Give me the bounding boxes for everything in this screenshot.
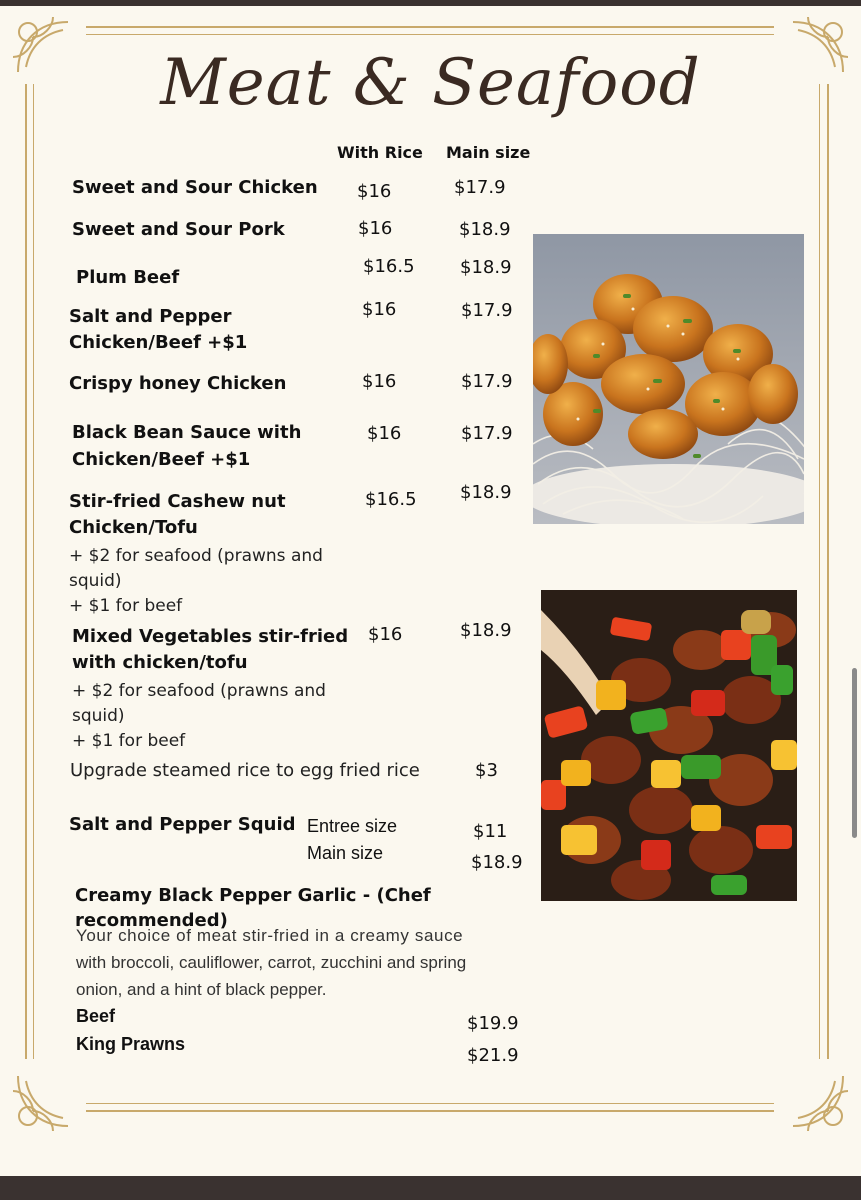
item-name: Crispy honey Chicken [69, 373, 287, 394]
scrollbar-thumb[interactable] [852, 668, 857, 838]
frame-right-inner [819, 84, 820, 1059]
creamy-title-line1: Creamy Black Pepper Garlic - (Chef [75, 885, 431, 906]
item-rice-price: $16 [357, 181, 392, 202]
item-note: + $2 for seafood (prawns and [69, 546, 323, 566]
frame-left-outer [25, 84, 27, 1059]
item-main-price: $17.9 [461, 423, 513, 444]
header-with-rice: With Rice [337, 143, 423, 162]
sweet-sour-pork-photo [541, 590, 797, 901]
frame-right-outer [827, 84, 829, 1059]
frame-top-inner [86, 34, 774, 35]
item-name-line2: Chicken/Tofu [69, 517, 198, 538]
item-main-price: $18.9 [460, 620, 512, 641]
frame-bottom-inner [86, 1103, 774, 1104]
squid-entree-price: $11 [473, 821, 508, 842]
item-note: + $2 for seafood (prawns and [72, 681, 326, 701]
item-rice-price: $16 [358, 218, 393, 239]
item-note: squid) [72, 706, 125, 726]
item-main-price: $17.9 [454, 177, 506, 198]
item-name-line2: Chicken/Beef +$1 [69, 332, 248, 353]
item-name: Sweet and Sour Chicken [72, 177, 318, 198]
creamy-description-line1: Your choice of meat stir-fried in a creamy sauce [76, 926, 464, 945]
item-name-line2: Chicken/Beef +$1 [72, 449, 251, 470]
creamy-option-price: $19.9 [467, 1013, 519, 1034]
item-rice-price: $16 [362, 299, 397, 320]
item-note: + $1 for beef [72, 731, 186, 751]
item-main-price: $18.9 [460, 257, 512, 278]
creamy-description-line3: onion, and a hint of black pepper. [76, 980, 327, 999]
item-main-price: $17.9 [461, 371, 513, 392]
creamy-description-line2: with broccoli, cauliflower, carrot, zucchini and spring [76, 953, 467, 972]
item-rice-price: $16.5 [363, 256, 415, 277]
upgrade-text: Upgrade steamed rice to egg fried rice [70, 760, 420, 781]
creamy-title-line2: recommended) [75, 910, 228, 931]
menu-page [0, 6, 861, 1176]
honey-chicken-photo [533, 234, 804, 524]
item-rice-price: $16 [367, 423, 402, 444]
squid-main-label: Main size [307, 843, 384, 863]
frame-left-inner [33, 84, 34, 1059]
item-main-price: $17.9 [461, 300, 513, 321]
squid-entree-label: Entree size [307, 816, 398, 836]
item-name-line1: Mixed Vegetables stir-fried [72, 626, 349, 647]
frame-top-outer [86, 26, 774, 28]
frame-bottom-outer [86, 1110, 774, 1112]
item-name-line2: with chicken/tofu [72, 652, 248, 673]
item-note: + $1 for beef [69, 596, 183, 616]
item-note: squid) [69, 571, 122, 591]
squid-main-price: $18.9 [471, 852, 523, 873]
squid-name: Salt and Pepper Squid [69, 814, 296, 835]
item-name-line1: Black Bean Sauce with [72, 422, 302, 443]
creamy-option-name: Beef [76, 1006, 116, 1026]
header-main-size: Main size [446, 143, 531, 162]
creamy-option-price: $21.9 [467, 1045, 519, 1066]
item-name: Plum Beef [76, 267, 180, 288]
item-rice-price: $16 [362, 371, 397, 392]
bottom-bar [0, 1176, 861, 1200]
item-main-price: $18.9 [460, 482, 512, 503]
item-rice-price: $16.5 [365, 489, 417, 510]
creamy-option-name: King Prawns [76, 1034, 186, 1054]
upgrade-price: $3 [475, 760, 498, 781]
item-main-price: $18.9 [459, 219, 511, 240]
ornament-bottom-right-icon [783, 1066, 853, 1136]
item-name-line1: Salt and Pepper [69, 306, 232, 327]
page-title: Meat & Seafood [160, 46, 701, 120]
ornament-bottom-left-icon [8, 1066, 78, 1136]
item-rice-price: $16 [368, 624, 403, 645]
item-name-line1: Stir-fried Cashew nut [69, 491, 286, 512]
item-name: Sweet and Sour Pork [72, 219, 285, 240]
